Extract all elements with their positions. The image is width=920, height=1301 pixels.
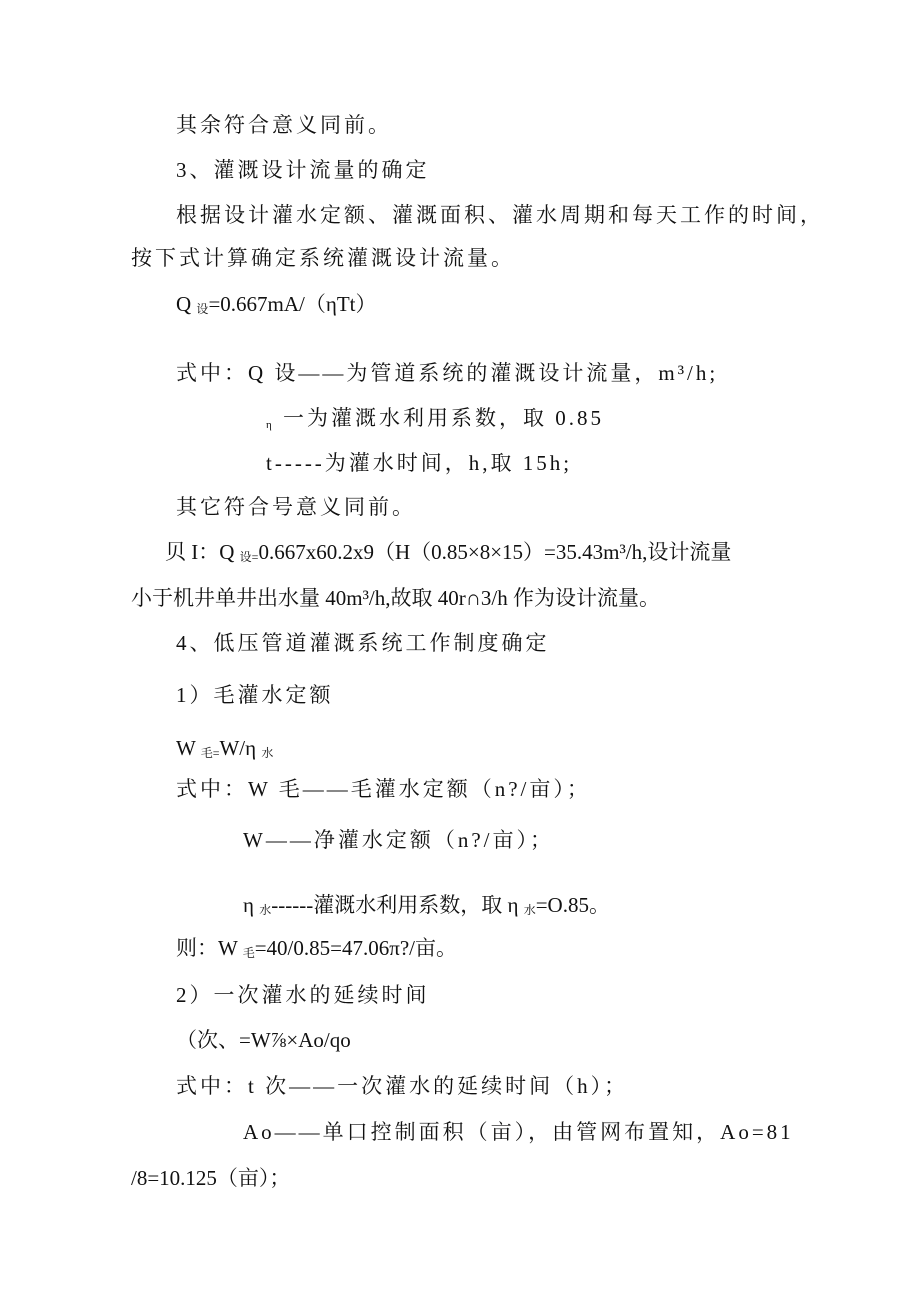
formula-duration: （次、=W⅞×Ao/qo: [176, 1028, 351, 1052]
formula-subscript: 设=: [239, 550, 259, 564]
text-part: 一为灌溉水利用系数，取 0.85: [274, 406, 605, 430]
formula-subscript: 水: [523, 903, 536, 917]
text-line-other-symbols: 其它符合号意义同前。: [176, 495, 416, 519]
text-line-result-w: [176, 938, 457, 959]
text-line-eta-water: [243, 895, 610, 916]
text-line-where-t: 式中：t 次——一次灌水的延续时间（h）；: [176, 1074, 629, 1098]
section-heading-3: 3、灌溉设计流量的确定: [176, 158, 430, 182]
formula-subscript: 设: [196, 302, 209, 316]
subsection-heading-1: 1）毛灌水定额: [176, 683, 334, 707]
text-line-where-w-gross: 式中：W 毛——毛灌水定额（n?/亩）；: [176, 777, 591, 801]
text-line-calculation: [165, 542, 731, 563]
formula-subscript: 水: [259, 903, 272, 917]
text-part: η: [243, 893, 260, 917]
formula-part: W/η: [219, 736, 262, 760]
text-part: =40/0.85=47.06π?/亩。: [254, 936, 457, 960]
subsection-heading-2: 2）一次灌水的延续时间: [176, 983, 430, 1007]
eta-symbol: η: [266, 419, 275, 431]
section-heading-4: 4、低压管道灌溉系统工作制度确定: [176, 631, 550, 655]
text-part: 贝 I：Q: [165, 540, 240, 564]
formula-part: =0.667mA/（ηTt）: [208, 292, 377, 316]
text-line-t: t-----为灌水时间，h,取 15h;: [266, 451, 573, 475]
text-line-ao: Ao——单口控制面积（亩），由管网布置知，Ao=81: [243, 1120, 794, 1144]
formula-part: Q: [176, 292, 197, 316]
text-line-4: 按下式计算确定系统灌溉设计流量。: [131, 246, 515, 270]
formula-part: W: [176, 736, 201, 760]
text-part: 0.667x60.2x9（H（0.85×8×15）=35.43m³/h,设计流量: [258, 540, 732, 564]
text-line-eta: [266, 408, 604, 431]
text-line-w-net: W——净灌水定额（n?/亩）；: [243, 828, 554, 852]
text-part: ------灌溉水利用系数，取 η: [271, 893, 524, 917]
text-part: 则：W: [176, 936, 243, 960]
formula-subscript: 毛=: [200, 746, 220, 760]
text-line-1: 其余符合意义同前。: [176, 113, 392, 137]
formula-gross-quota: [176, 738, 273, 759]
formula-subscript: 毛: [242, 946, 255, 960]
text-line-3: 根据设计灌水定额、灌溉面积、灌水周期和每天工作的时间，: [176, 203, 824, 227]
formula-design-flow: [176, 294, 377, 315]
formula-subscript: 水: [261, 746, 274, 760]
text-part: =O.85。: [535, 893, 610, 917]
text-line-conclusion: 小于机井单井出水量 40m³/h,故取 40r∩3/h 作为设计流量。: [131, 586, 660, 610]
text-line-where-q: 式中：Q 设——为管道系统的灌溉设计流量，m³/h;: [176, 361, 719, 385]
text-line-ao-value: /8=10.125（亩）；: [131, 1166, 291, 1190]
